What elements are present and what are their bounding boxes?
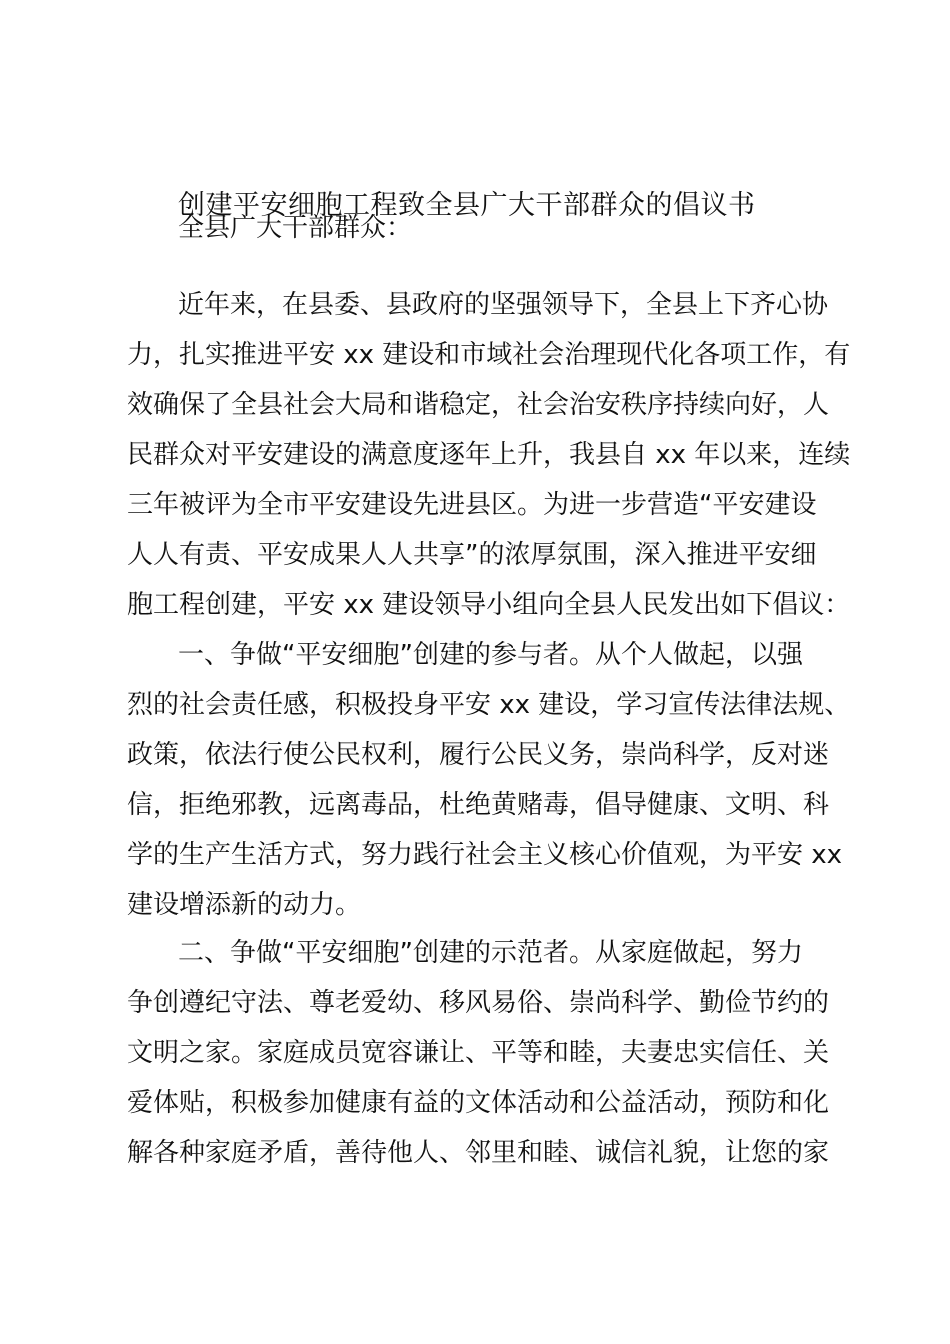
paragraph-1-line-5: 三年被评为全市平安建设先进县区。为进一步营造“平安建设 [127,490,817,520]
paragraph-1-line-6: 人人有责、平安成果人人共享”的浓厚氛围，深入推进平安细 [127,540,817,570]
paragraph-1-line-1: 近年来，在县委、县政府的坚强领导下，全县上下齐心协 [178,290,829,320]
paragraph-3-line-4: 爱体贴，积极参加健康有益的文体活动和公益活动，预防和化 [127,1088,830,1118]
paragraph-3-line-2: 争创遵纪守法、尊老爱幼、移风易俗、崇尚科学、勤俭节约的 [127,988,830,1018]
paragraph-1-line-7: 胞工程创建，平安 xx 建设领导小组向全县人民发出如下倡议： [127,590,851,620]
paragraph-2-line-1: 一、争做“平安细胞”创建的参与者。从个人做起，以强 [178,640,803,670]
paragraph-1-line-2: 力，扎实推进平安 xx 建设和市域社会治理现代化各项工作，有 [127,340,851,370]
paragraph-2-line-3: 政策，依法行使公民权利，履行公民义务，崇尚科学，反对迷 [127,740,830,770]
paragraph-2-line-4: 信，拒绝邪教，远离毒品，杜绝黄赌毒，倡导健康、文明、科 [127,790,830,820]
paragraph-2-line-6: 建设增添新的动力。 [127,890,362,920]
document-title: 创建平安细胞工程致全县广大干部群众的倡议书 [178,190,756,221]
paragraph-1-line-4: 民群众对平安建设的满意度逐年上升，我县自 xx 年以来，连续 [127,440,851,470]
paragraph-3-line-1: 二、争做“平安细胞”创建的示范者。从家庭做起，努力 [178,938,803,968]
paragraph-3-line-3: 文明之家。家庭成员宽容谦让、平等和睦，夫妻忠实信任、关 [127,1038,830,1068]
paragraph-2-line-2: 烈的社会责任感，积极投身平安 xx 建设，学习宣传法律法规、 [127,690,851,720]
paragraph-3-line-5: 解各种家庭矛盾，善待他人、邻里和睦、诚信礼貌，让您的家 [127,1138,830,1168]
paragraph-1-line-3: 效确保了全县社会大局和谐稳定，社会治安秩序持续向好，人 [127,390,830,420]
salutation: 全县广大干部群众： [178,213,413,243]
paragraph-2-line-5: 学的生产生活方式，努力践行社会主义核心价值观，为平安 xx [127,840,843,870]
